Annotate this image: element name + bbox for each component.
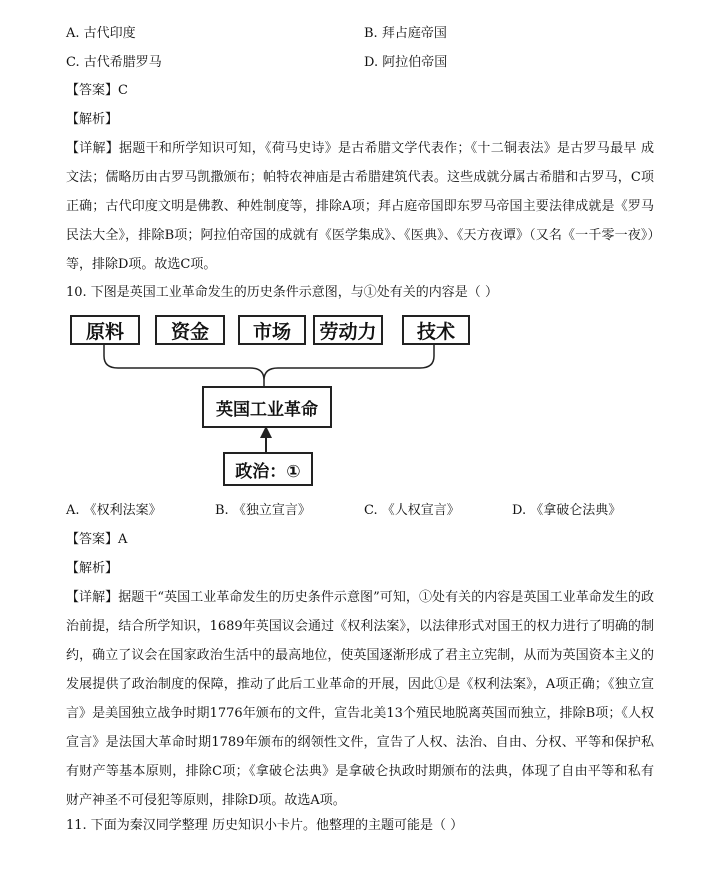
q10-option-d: D. 《拿破仑法典》 xyxy=(512,503,622,518)
q9-option-b: B. 拜占庭帝国 xyxy=(364,26,447,41)
q10-detail-text: 【详解】据题干“英国工业革命发生的历史条件示意图”可知，①处有关的内容是英国工业革命发生的政治前提，结合所学知识，1689年英国议会通过《权利法案》，以法律形式对国王的权力进行了明确的制约，确立了议会在国家政治生活中的最高地位，使英国逐渐形成了君主立宪制，从而为英国资本主义的发展提供了政治制度的保障，推动了此后工业革命的开展，因此①是《权利法案》，A项正确；《独立宣言》是美国独立战争时期1776年颁布的文件，宣告北美13个殖民地脱离英国而独立，排除B项；《人权宣言》是法国大革命时期1789年颁布的纲领性文件，宣告了人权、法治、自由、分权、平等和保护私有财产等基本原则，排除C项；《拿破仑法典》是拿破仑执政时期颁布的法典，体现了自由平等和私有财产神圣不可侵犯等原则，排除D项。故选A项。 xyxy=(66,590,654,808)
q9-option-d: D. 阿拉伯帝国 xyxy=(364,55,448,70)
q11-stem: 11. 下面为秦汉同学整理 历史知识小卡片。他整理的主题可能是（ ） xyxy=(66,818,464,833)
q9-detail-text: 【详解】据题干和所学知识可知，《荷马史诗》是古希腊文学代表作；《十二铜表法》是古罗马最早 成文法；儒略历由古罗马凯撒颁布；帕特农神庙是古希腊建筑代表。这些成就分属古希腊和古罗马，C项正确；古代印度文明是佛教、种姓制度等，排除A项；拜占庭帝国即东罗马帝国主要法律成就是《罗马民法大全》，排除B项；阿拉伯帝国的成就有《医学集成》、《医典》、《天方夜谭》（又名《一千零一夜》）等，排除D项。故选C项。 xyxy=(66,141,654,272)
q10-answer: 【答案】A xyxy=(66,532,128,547)
diagram-box-capital: 资金 xyxy=(155,315,225,345)
diagram-box-industrial-revolution: 英国工业革命 xyxy=(202,386,332,428)
q10-detail xyxy=(66,583,654,815)
diagram-box-labor: 劳动力 xyxy=(313,315,383,345)
q10-option-c: C. 《人权宣言》 xyxy=(364,503,460,518)
q9-option-a: A. 古代印度 xyxy=(66,26,136,41)
diagram-box-raw-materials: 原料 xyxy=(70,315,140,345)
q9-analysis-title: 【解析】 xyxy=(66,112,119,127)
q9-option-c: C. 古代希腊罗马 xyxy=(66,55,162,70)
q10-option-b: B. 《独立宣言》 xyxy=(215,503,311,518)
q9-answer: 【答案】C xyxy=(66,83,128,98)
q10-stem: 10. 下图是英国工业革命发生的历史条件示意图，与①处有关的内容是（ ） xyxy=(66,285,498,300)
diagram-box-market: 市场 xyxy=(238,315,306,345)
diagram-box-technology: 技术 xyxy=(402,315,470,345)
q10-analysis-title: 【解析】 xyxy=(66,561,119,576)
diagram-box-politics: 政治：① xyxy=(223,452,313,486)
q10-option-a: A. 《权利法案》 xyxy=(66,503,162,518)
